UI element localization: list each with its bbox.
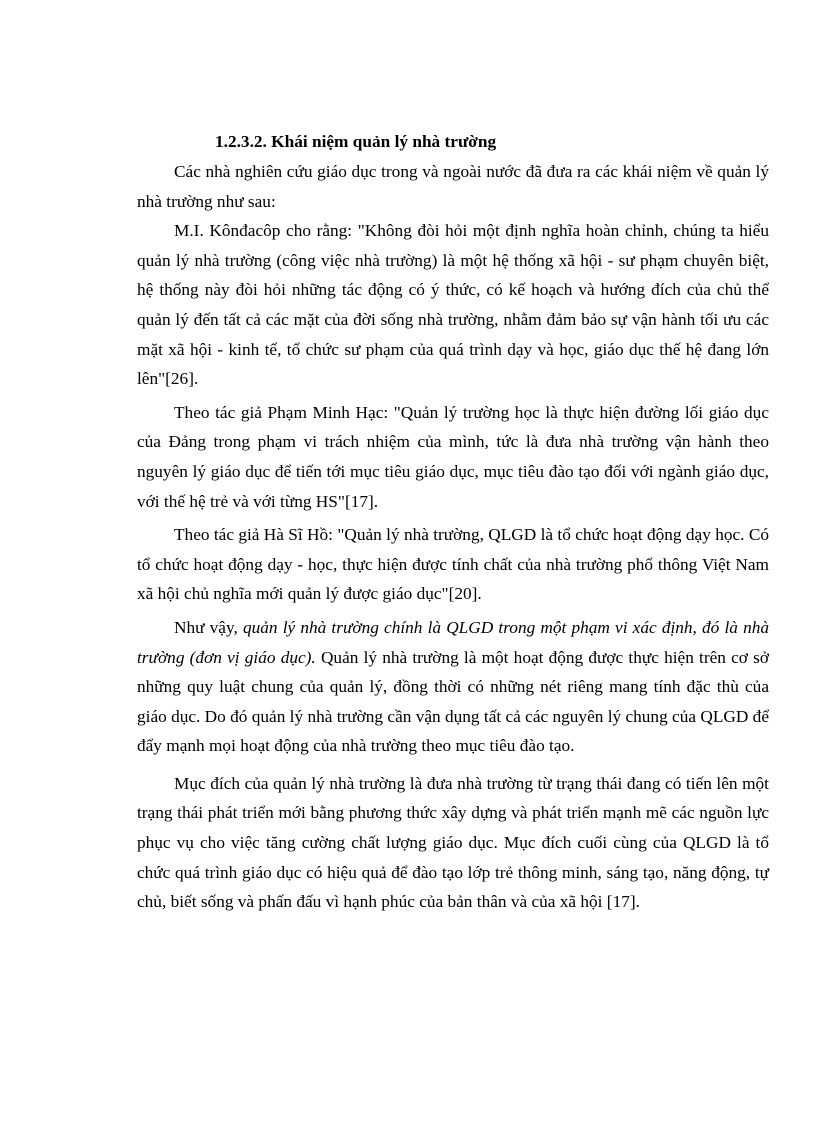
paragraph-conclusion-lead: Như vậy, bbox=[174, 617, 243, 637]
paragraph-conclusion-emphasis: quản lý nhà trường chính là QLGD trong một phạm vi xác định, đó là nhà trường (đơn vị giáo dục). bbox=[137, 617, 769, 667]
paragraph-ha-si-ho: Theo tác giả Hà Sĩ Hồ: "Quản lý nhà trường, QLGD là tổ chức hoạt động dạy học. Có tổ chức hoạt động dạy - học, thực hiện được tính chất của nhà trường phổ thông Việt Nam xã hội chủ nghĩa mới quản lý được giáo dục"[20]. bbox=[137, 525, 769, 604]
paragraph-pham-minh-hac: Theo tác giả Phạm Minh Hạc: "Quản lý trường học là thực hiện đường lối giáo dục của Đảng trong phạm vi trách nhiệm của mình, tức là đưa nhà trường vận hành theo nguyên lý giáo dục để tiến tới mục tiêu giáo dục, mục tiêu đào tạo đối với ngành giáo dục, với thế hệ trẻ và với từng HS"[17]. bbox=[137, 402, 769, 511]
paragraph-conclusion bbox=[137, 613, 769, 761]
paragraph-kondacop: M.I. Kônđacôp cho rằng: "Không đòi hỏi một định nghĩa hoàn chỉnh, chúng ta hiểu quản lý nhà trường (công việc nhà trường) là một hệ thống xã hội - sư phạm chuyên biệt, hệ thống này đòi hỏi những tác động có ý thức, có kế hoạch và hướng đích của chủ thể quản lý đến tất cả các mặt của đời sống nhà trường, nhằm đảm bảo sự vận hành tối ưu các mặt xã hội - kinh tế, tổ chức sư phạm của quá trình dạy và học, giáo dục thế hệ đang lớn lên"[26]. bbox=[137, 221, 769, 389]
paragraph-intro: Các nhà nghiên cứu giáo dục trong và ngoài nước đã đưa ra các khái niệm về quản lý nhà trường như sau: bbox=[137, 162, 769, 211]
document-body bbox=[137, 127, 769, 917]
paragraph-conclusion-rest: Quản lý nhà trường là một hoạt động được thực hiện trên cơ sở những quy luật chung của quản lý, đồng thời có những nét riêng mang tính đặc thù của giáo dục. Do đó quản lý nhà trường cần vận dụng tất cả các nguyên lý chung của QLGD để đẩy mạnh mọi hoạt động của nhà trường theo mục tiêu đào tạo. bbox=[137, 647, 769, 756]
paragraph-purpose: Mục đích của quản lý nhà trường là đưa nhà trường từ trạng thái đang có tiến lên một trạng thái phát triển mới bằng phương thức xây dựng và phát triển mạnh mẽ các nguồn lực phục vụ cho việc tăng cường chất lượng giáo dục. Mục đích cuối cùng của QLGD là tổ chức quá trình giáo dục có hiệu quả để đào tạo lớp trẻ thông minh, sáng tạo, năng động, tự chủ, biết sống và phấn đấu vì hạnh phúc của bản thân và của xã hội [17]. bbox=[137, 773, 769, 912]
section-heading: 1.2.3.2. Khái niệm quản lý nhà trường bbox=[215, 132, 497, 151]
